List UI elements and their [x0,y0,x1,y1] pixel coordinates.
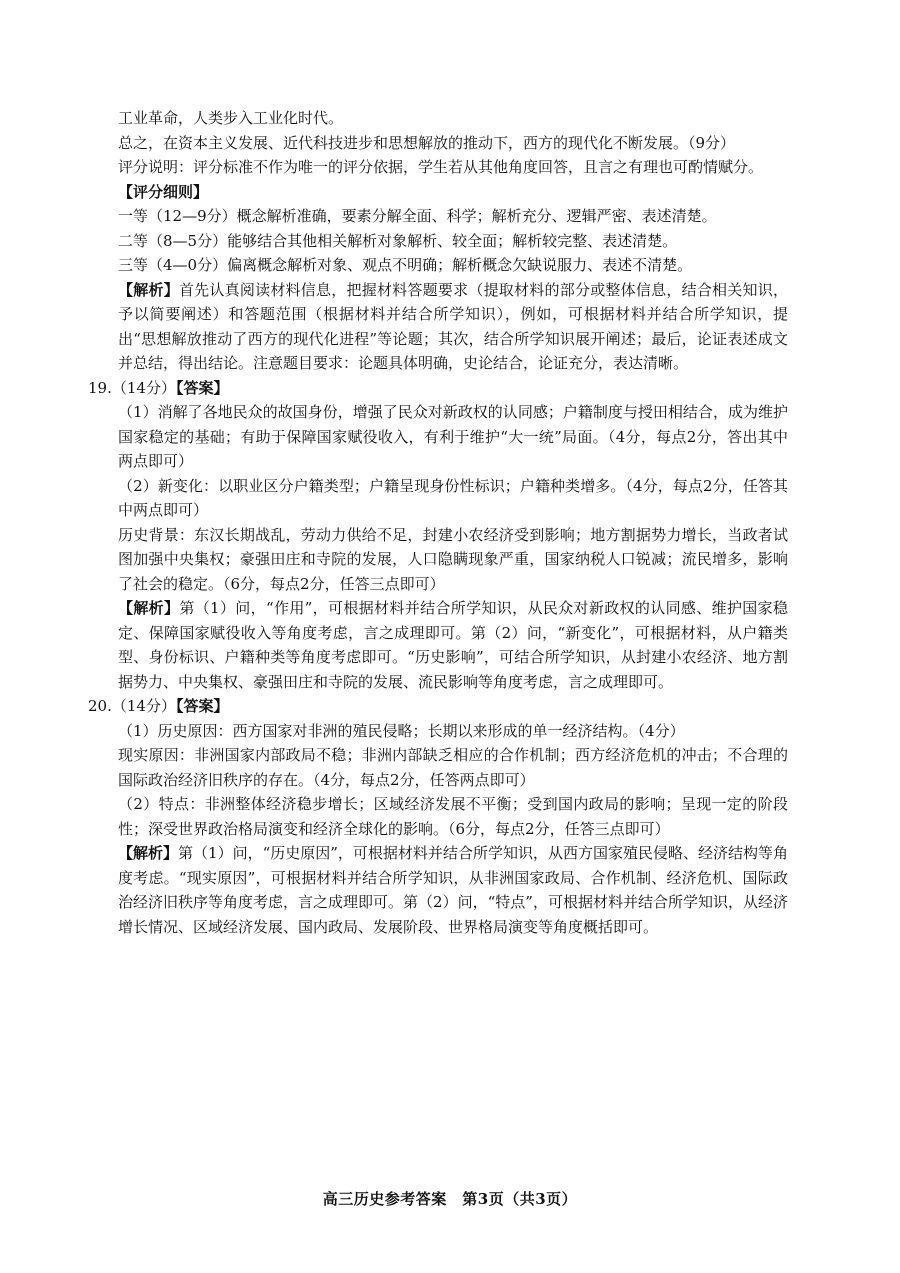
q19-number: 19.（14分） [88,378,176,397]
q18-analysis-text: 首先认真阅读材料信息，把握材料答题要求（提取材料的部分或整体信息，结合相关知识，予以简要阐述）和答题范围（根据材料并结合所学知识），例如，可根据材料并结合所学知识，提出“思想解放推动了西方的现代化进程”等论题；其次，结合所学知识展开阐述；最后，论证表述成文并总结，得出结论。注意题目要求：论题具体明确，史论结合，论证充分，表达清晰。 [118,280,788,372]
analysis-tag: 【解析】 [118,844,179,862]
q18-rubric-level-1: 一等（12—9分）概念解析准确，要素分解全面、科学；解析充分、逻辑严密、表述清楚。 [118,207,717,225]
answer-tag: 【答案】 [175,378,229,397]
q20-analysis [118,841,788,939]
answer-tag: 【答案】 [175,697,229,715]
q20-current-reasons: 现实原因：非洲国家内部政局不稳；非洲内部缺乏相应的合作机制；西方经济危机的冲击；不合理的国际政治经济旧秩序的存在。（4分，每点2分，任答两点即可） [118,746,788,789]
q19-analysis [118,596,788,694]
q18-analysis [118,278,788,376]
q19-background: 历史背景：东汉长期战乱，劳动力供给不足，封建小农经济受到影响；地方割据势力增长，当政者试图加强中央集权；豪强田庄和寺院的发展，人口隐瞒现象严重，国家纳税人口锐减；流民增多，影响了社会的稳定。（6分，每点2分，任答三点即可） [118,525,788,593]
analysis-tag: 【解析】 [118,280,179,299]
q20-number: 20.（14分） [88,697,176,715]
page-footer: 高三历史参考答案 第3页（共3页） [322,1190,578,1208]
q20-header [88,694,788,719]
q18-paragraph-1: 工业革命，人类步入工业化时代。 [118,109,344,127]
q19-part-1: （1）消解了各地民众的故国身份，增强了民众对新政权的认同感；户籍制度与授田相结合，成为维护国家稳定的基础；有助于保障国家赋役收入，有利于维护“大一统”局面。（4分，每点2分，答出其中两点即可） [118,403,788,470]
q19-header [88,376,788,401]
q20-part-1: （1）历史原因：西方国家对非洲的殖民侵略；长期以来形成的单一经济结构。（4分） [118,721,685,740]
q18-rubric-heading: 【评分细则】 [118,182,209,201]
analysis-tag: 【解析】 [118,599,180,617]
q18-paragraph-2: 总之，在资本主义发展、近代科技进步和思想解放的推动下，西方的现代化不断发展。（9分） [118,133,736,152]
q19-analysis-text: 第（1）问，“作用”，可根据材料并结合所学知识，从民众对新政权的认同感、维护国家稳定、保障国家赋役收入等角度考虑，言之成理即可。第（2）问，“新变化”，可根据材料，从户籍类型、身份标识、户籍种类等角度考虑即可。“历史影响”，可结合所学知识，从封建小农经济、地方割据势力、中央集权、豪强田庄和寺院的发展、流民影响等角度考虑，言之成理即可。 [118,599,788,691]
q20-analysis-text: 第（1）问，“历史原因”，可根据材料并结合所学知识，从西方国家殖民侵略、经济结构等角度考虑。“现实原因”，可根据材料并结合所学知识，从非洲国家政局、合作机制、经济危机、国际政治经济旧秩序等角度考虑，言之成理即可。第（2）问，“特点”，可根据材料并结合所学知识，从经济增长情况、区域经济发展、国内政局、发展阶段、世界格局演变等角度概括即可。 [118,844,788,936]
q18-scoring-note: 评分说明：评分标准不作为唯一的评分依据，学生若从其他角度回答，且言之有理也可酌情赋分。 [118,158,764,176]
answer-content [88,106,788,939]
q19-part-2: （2）新变化：以职业区分户籍类型；户籍呈现身份性标识；户籍种类增多。（4分，每点2分，任答其中两点即可） [118,476,788,519]
q18-rubric-level-3: 三等（4—0分）偏离概念解析对象、观点不明确；解析概念欠缺说服力、表述不清楚。 [118,256,693,274]
q20-part-2: （2）特点：非洲整体经济稳步增长；区域经济发展不平衡；受到国内政局的影响；呈现一定的阶段性；深受世界政治格局演变和经济全球化的影响。（6分，每点2分，任答三点即可） [118,795,788,838]
q18-rubric-level-2: 二等（8—5分）能够结合其他相关解析对象解析、较全面；解析较完整、表述清楚。 [118,231,678,250]
